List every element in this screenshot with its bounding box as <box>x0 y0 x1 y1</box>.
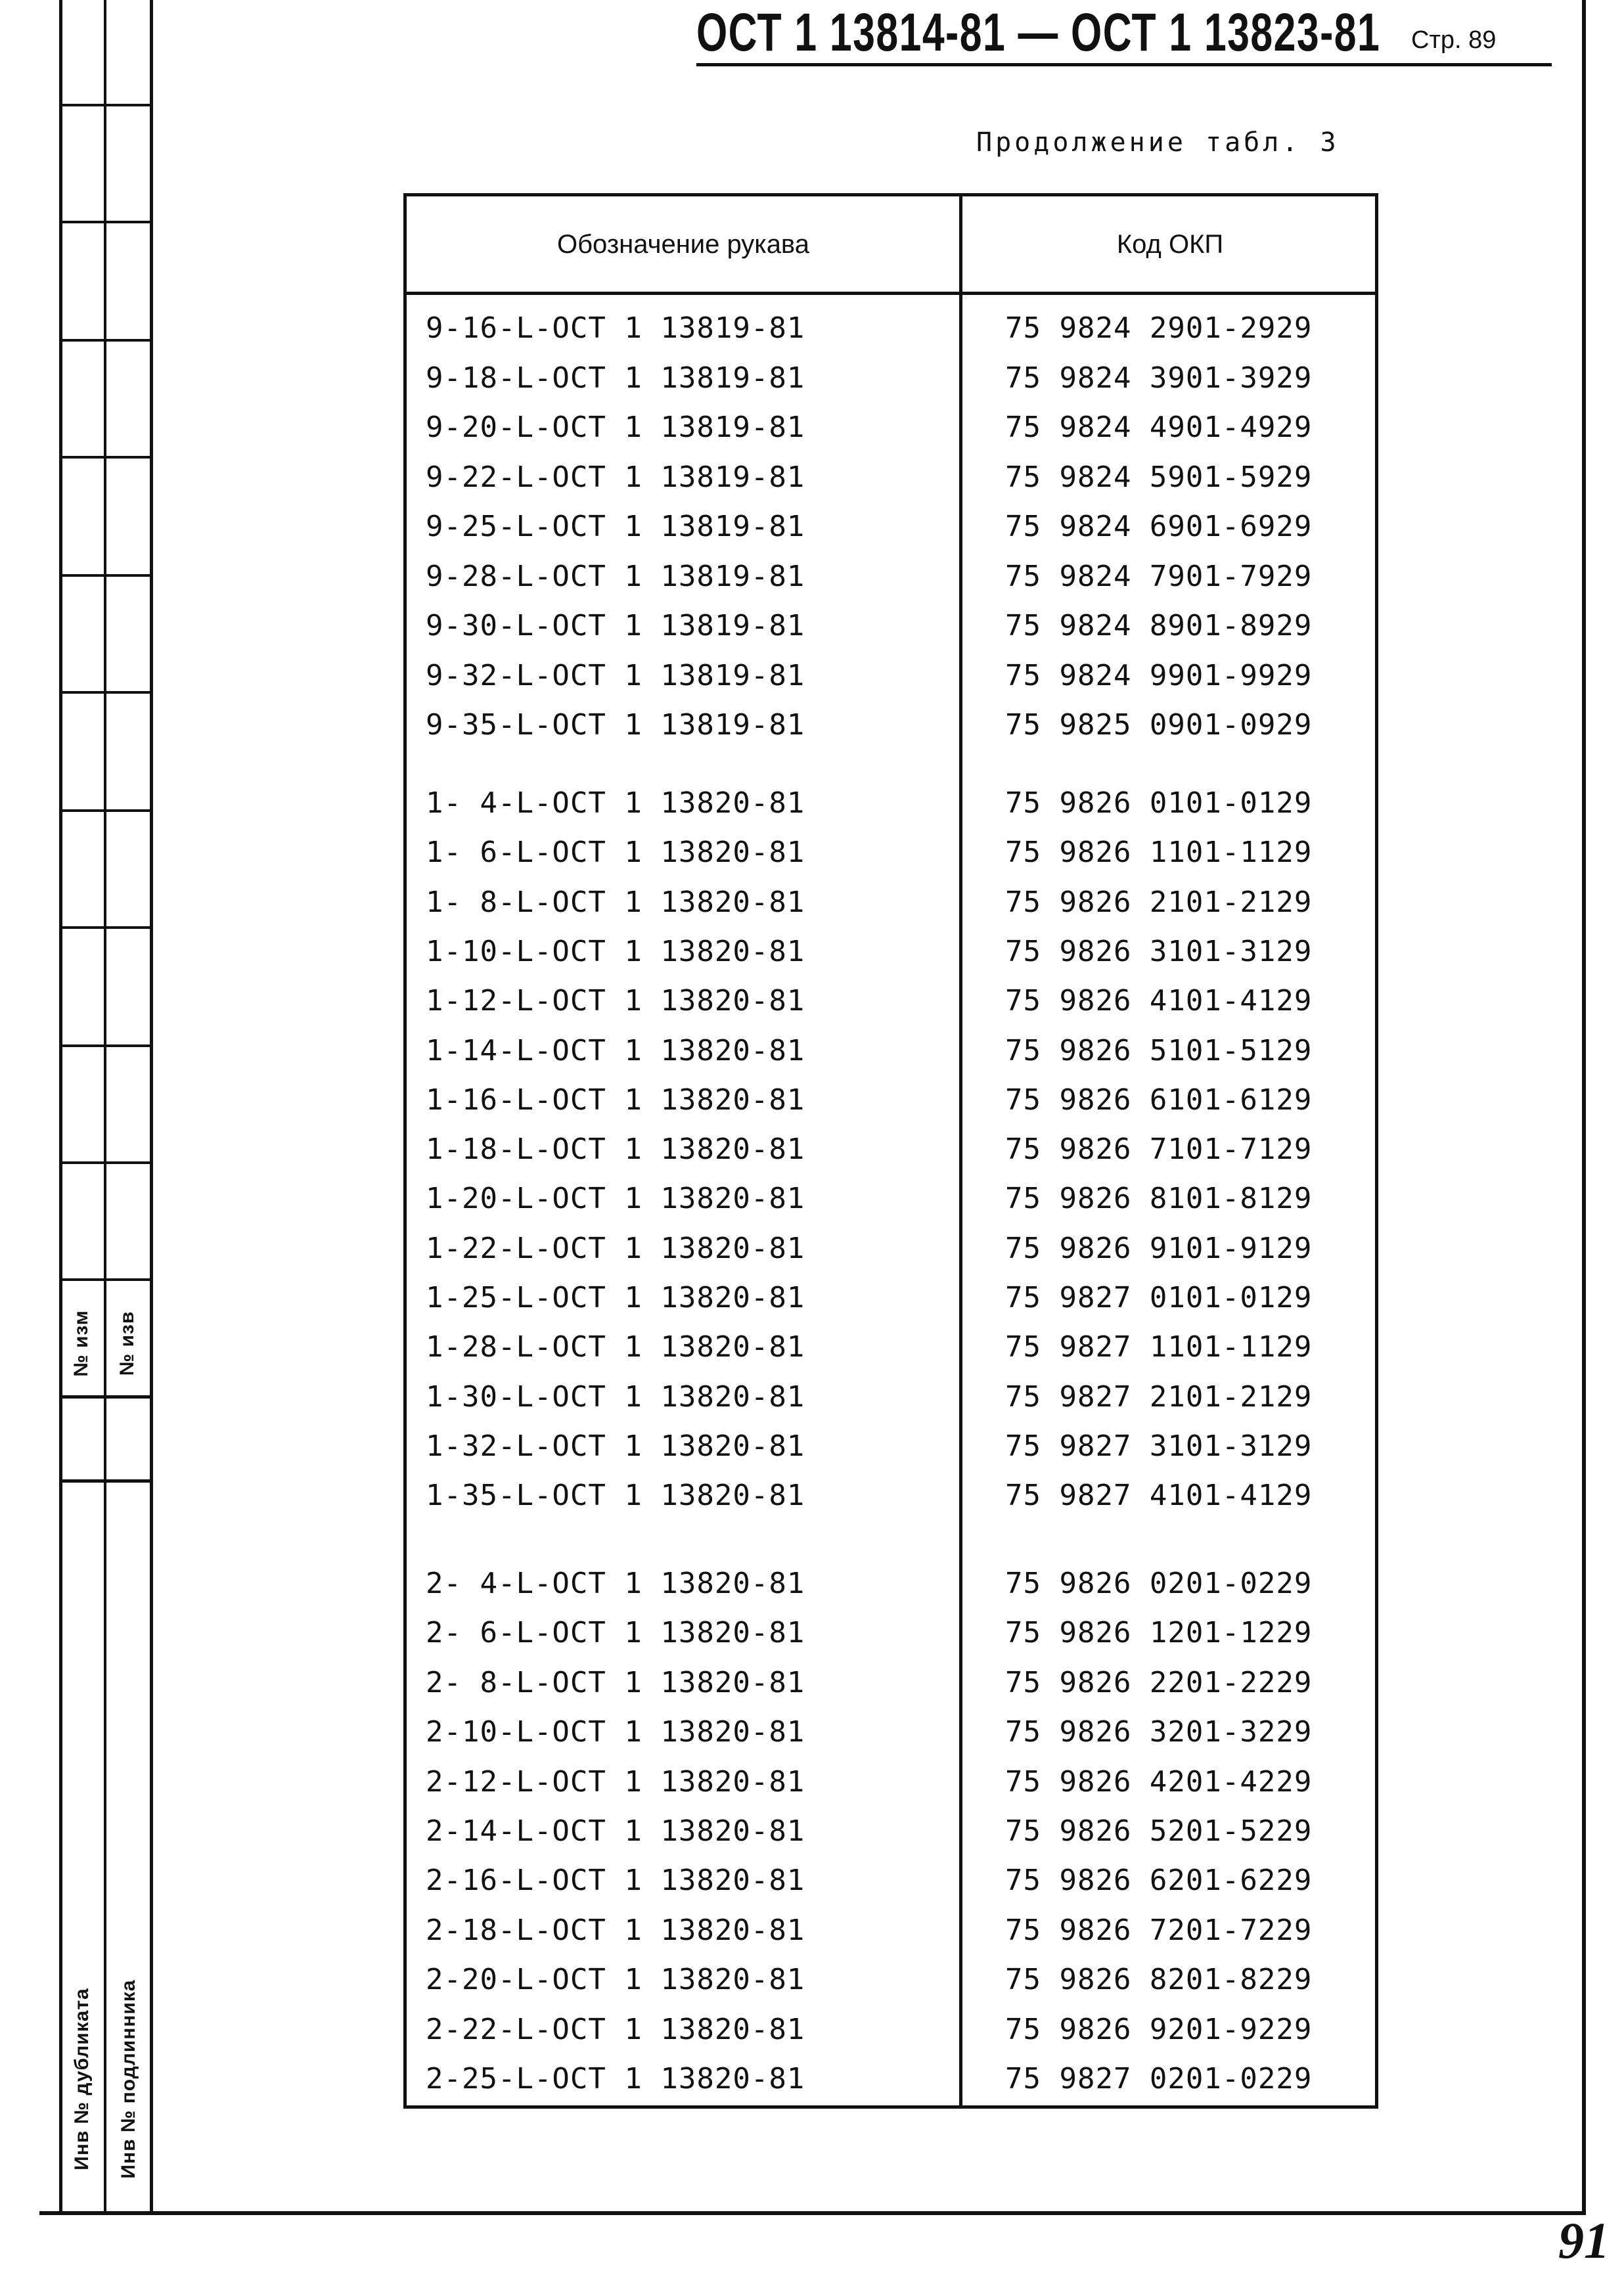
notice-number-label: № изв <box>116 1311 138 1376</box>
stamp-line <box>59 809 151 812</box>
table-cell-designation: 1-10-L-ОСТ 1 13820-81 <box>426 934 805 968</box>
table-cell-code: 75 9826 3201-3229 <box>1005 1715 1313 1749</box>
table-cell-code: 75 9824 8901-8929 <box>1005 609 1313 642</box>
table-cell-designation: 1-14-L-ОСТ 1 13820-81 <box>426 1033 805 1067</box>
table-cell-code: 75 9827 1101-1129 <box>1005 1330 1313 1364</box>
page-frame-bottom <box>39 2211 1586 2215</box>
table-cell-designation: 2- 8-L-ОСТ 1 13820-81 <box>426 1665 805 1699</box>
page-frame-right <box>1582 0 1586 2215</box>
table-cell-designation: 2-20-L-ОСТ 1 13820-81 <box>426 1963 805 1997</box>
table-cell-designation: 1-30-L-ОСТ 1 13820-81 <box>426 1380 805 1414</box>
table-cell-designation: 9-30-L-ОСТ 1 13819-81 <box>426 609 805 642</box>
table-cell-code: 75 9826 0201-0229 <box>1005 1567 1313 1600</box>
stamp-line <box>59 1278 151 1281</box>
stamp-line <box>150 0 153 2215</box>
table-cell-designation: 1- 6-L-ОСТ 1 13820-81 <box>426 836 805 870</box>
table-cell-designation: 9-32-L-ОСТ 1 13819-81 <box>426 658 805 692</box>
table-cell-code: 75 9824 6901-6929 <box>1005 510 1313 543</box>
table-cell-designation: 1- 8-L-ОСТ 1 13820-81 <box>426 885 805 919</box>
table-cell-code: 75 9826 8201-8229 <box>1005 1963 1313 1997</box>
table-cell-code: 75 9826 5201-5229 <box>1005 1814 1313 1848</box>
table-cell-designation: 2-18-L-ОСТ 1 13820-81 <box>426 1913 805 1947</box>
table-cell-designation: 1-12-L-ОСТ 1 13820-81 <box>426 984 805 1018</box>
stamp-line <box>59 1044 151 1047</box>
document-title: ОСТ 1 13814-81 — ОСТ 1 13823-81 <box>696 3 1381 62</box>
change-number-label: № изм <box>70 1310 92 1377</box>
page-number: 91 <box>1558 2212 1610 2269</box>
table-cell-designation: 9-18-L-ОСТ 1 13819-81 <box>426 361 805 395</box>
stamp-line <box>59 691 151 694</box>
stamp-line <box>59 456 151 459</box>
table-cell-code: 75 9826 0101-0129 <box>1005 786 1313 820</box>
table-cell-code: 75 9826 1201-1229 <box>1005 1616 1313 1650</box>
table-cell-code: 75 9826 9201-9229 <box>1005 2012 1313 2046</box>
table-caption: Продолжение табл. 3 <box>976 127 1340 158</box>
table-cell-designation: 1-28-L-ОСТ 1 13820-81 <box>426 1330 805 1364</box>
table-cell-code: 75 9826 7201-7229 <box>1005 1913 1313 1947</box>
table-cell-designation: 2-25-L-ОСТ 1 13820-81 <box>426 2062 805 2096</box>
table-cell-designation: 1-18-L-ОСТ 1 13820-81 <box>426 1133 805 1167</box>
table-cell-code: 75 9827 4101-4129 <box>1005 1479 1313 1513</box>
duplicate-inventory-label: Инв № дубликата <box>71 1988 93 2170</box>
table-cell-designation: 1-25-L-ОСТ 1 13820-81 <box>426 1281 805 1314</box>
table-cell-code: 75 9824 9901-9929 <box>1005 658 1313 692</box>
table-cell-designation: 1-22-L-ОСТ 1 13820-81 <box>426 1231 805 1265</box>
original-inventory-label: Инв № подлинника <box>118 1979 139 2179</box>
table-cell-designation: 9-20-L-ОСТ 1 13819-81 <box>426 411 805 444</box>
table-cell-code: 75 9827 0101-0129 <box>1005 1281 1313 1314</box>
stamp-line <box>104 0 106 2215</box>
table-cell-code: 75 9826 7101-7129 <box>1005 1133 1313 1167</box>
table-cell-designation: 2-16-L-ОСТ 1 13820-81 <box>426 1864 805 1898</box>
table-cell-code: 75 9824 5901-5929 <box>1005 460 1313 494</box>
table-cell-designation: 2-14-L-ОСТ 1 13820-81 <box>426 1814 805 1848</box>
stamp-line <box>59 1479 151 1483</box>
table-cell-code: 75 9826 8101-8129 <box>1005 1182 1313 1216</box>
table-cell-code: 75 9826 3101-3129 <box>1005 934 1313 968</box>
table-cell-code: 75 9826 4201-4229 <box>1005 1764 1313 1799</box>
table-cell-designation: 2-22-L-ОСТ 1 13820-81 <box>426 2012 805 2046</box>
table-cell-code: 75 9826 1101-1129 <box>1005 836 1313 870</box>
table-cell-designation: 2-12-L-ОСТ 1 13820-81 <box>426 1764 805 1799</box>
table-cell-code: 75 9826 5101-5129 <box>1005 1033 1313 1067</box>
column-header-designation: Обозначение рукава <box>557 230 809 259</box>
table-header-divider <box>403 292 1378 295</box>
table-cell-designation: 2- 6-L-ОСТ 1 13820-81 <box>426 1616 805 1650</box>
table-cell-designation: 9-16-L-ОСТ 1 13819-81 <box>426 311 805 345</box>
table-cell-code: 75 9827 3101-3129 <box>1005 1429 1313 1463</box>
table-cell-code: 75 9824 4901-4929 <box>1005 411 1313 444</box>
stamp-line <box>59 1161 151 1164</box>
table-cell-code: 75 9826 4101-4129 <box>1005 984 1313 1018</box>
table-cell-code: 75 9826 9101-9129 <box>1005 1231 1313 1265</box>
table-cell-designation: 9-35-L-ОСТ 1 13819-81 <box>426 708 805 742</box>
table-cell-designation: 1-16-L-ОСТ 1 13820-81 <box>426 1083 805 1117</box>
table-cell-code: 75 9826 2201-2229 <box>1005 1665 1313 1699</box>
table-cell-designation: 9-25-L-ОСТ 1 13819-81 <box>426 510 805 543</box>
table-cell-code: 75 9826 6101-6129 <box>1005 1083 1313 1117</box>
table-cell-code: 75 9824 2901-2929 <box>1005 311 1313 345</box>
table-cell-designation: 1-32-L-ОСТ 1 13820-81 <box>426 1429 805 1463</box>
table-cell-designation: 9-22-L-ОСТ 1 13819-81 <box>426 460 805 494</box>
table-cell-code: 75 9827 2101-2129 <box>1005 1380 1313 1414</box>
stamp-line <box>59 221 151 223</box>
table-cell-code: 75 9824 7901-7929 <box>1005 559 1313 593</box>
table-cell-designation: 1-20-L-ОСТ 1 13820-81 <box>426 1182 805 1216</box>
table-column-divider <box>959 193 962 2109</box>
table-cell-designation: 2- 4-L-ОСТ 1 13820-81 <box>426 1567 805 1600</box>
table-cell-designation: 1- 4-L-ОСТ 1 13820-81 <box>426 786 805 820</box>
stamp-line <box>59 574 151 577</box>
table-cell-designation: 2-10-L-ОСТ 1 13820-81 <box>426 1715 805 1749</box>
table-cell-code: 75 9826 6201-6229 <box>1005 1864 1313 1898</box>
stamp-line <box>59 0 62 2215</box>
table-cell-code: 75 9827 0201-0229 <box>1005 2062 1313 2096</box>
table-cell-designation: 1-35-L-ОСТ 1 13820-81 <box>426 1479 805 1513</box>
table-cell-code: 75 9825 0901-0929 <box>1005 708 1313 742</box>
table-cell-designation: 9-28-L-ОСТ 1 13819-81 <box>426 559 805 593</box>
page-label: Стр. 89 <box>1411 26 1497 54</box>
stamp-line <box>59 1395 151 1399</box>
stamp-line <box>59 104 151 106</box>
stamp-line <box>59 339 151 342</box>
table-cell-code: 75 9824 3901-3929 <box>1005 361 1313 395</box>
stamp-line <box>59 926 151 929</box>
column-header-code: Код ОКП <box>1116 230 1224 259</box>
header-rule <box>696 63 1552 66</box>
table-cell-code: 75 9826 2101-2129 <box>1005 885 1313 919</box>
